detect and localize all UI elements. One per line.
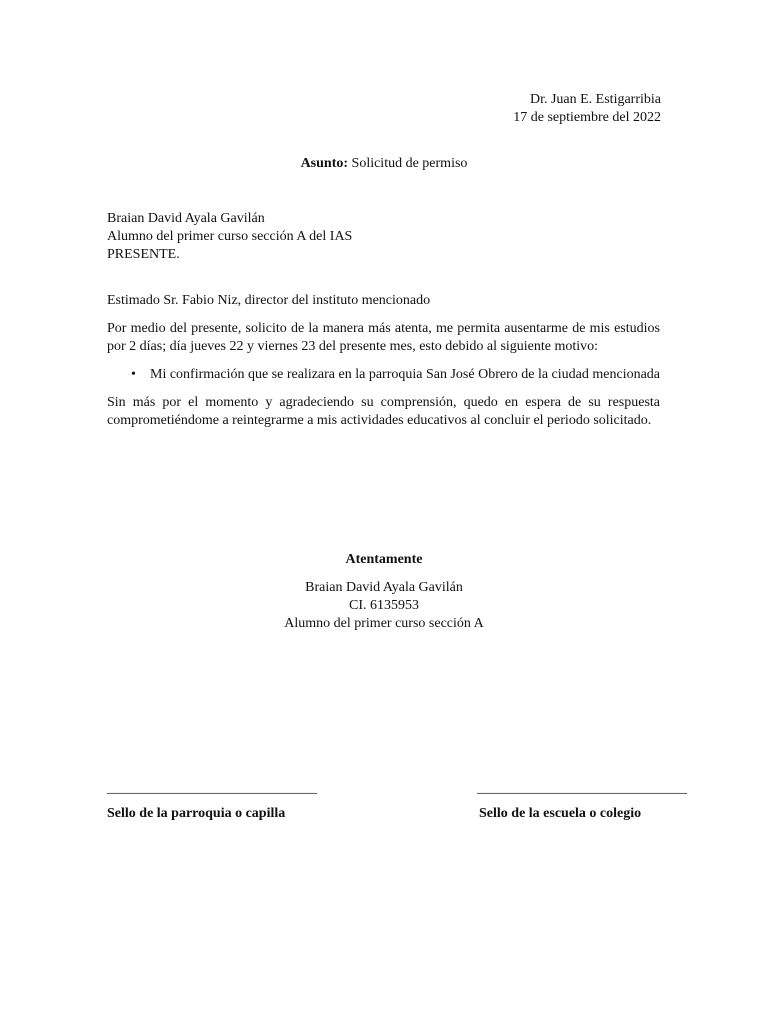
letter-date: 17 de septiembre del 2022: [513, 110, 661, 125]
stamp-label-left: Sello de la parroquia o capilla: [107, 806, 286, 821]
recipient-presente: PRESENTE.: [107, 247, 180, 262]
bullet-icon: •: [131, 367, 136, 382]
signer-name: Braian David Ayala Gavilán: [305, 580, 463, 595]
subject-line: [0, 155, 768, 173]
stamp-label-right: Sello de la escuela o colegio: [479, 806, 642, 821]
signer-role: Alumno del primer curso sección A: [284, 616, 484, 631]
stamp-line-left: ______________________________: [107, 781, 317, 796]
body-paragraph-1: Por medio del presente, solicito de la manera más atenta, me permita ausentarme de mis estudios por 2 días; día jueves 22 y viernes 23 del presente mes, esto debido al siguiente motivo:: [107, 321, 660, 354]
sender-name: Dr. Juan E. Estigarribia: [529, 92, 661, 107]
recipient-role: Alumno del primer curso sección A del IAS: [107, 229, 353, 244]
list-item-text: Mi confirmación que se realizara en la parroquia San José Obrero de la ciudad mencionada: [150, 367, 661, 382]
subject-text: Solicitud de permiso: [351, 156, 468, 171]
letter-header: [513, 91, 661, 127]
list-item: [107, 366, 660, 384]
subject-label: Asunto:: [300, 156, 349, 171]
recipient-name: Braian David Ayala Gavilán: [107, 211, 265, 226]
closing: Atentamente: [345, 552, 423, 567]
signer-block: [0, 579, 768, 633]
greeting: Estimado Sr. Fabio Niz, director del instituto mencionado: [107, 293, 431, 308]
stamp-line-right: ______________________________: [477, 781, 687, 796]
recipient-block: [107, 210, 352, 264]
body-paragraph-2: Sin más por el momento y agradeciendo su comprensión, quedo en espera de su respuesta comprometiéndome a reintegrarme a mis actividades educativos al concluir el periodo solicitado.: [107, 395, 660, 428]
signer-id: CI. 6135953: [349, 598, 419, 613]
reason-list: [107, 366, 660, 384]
